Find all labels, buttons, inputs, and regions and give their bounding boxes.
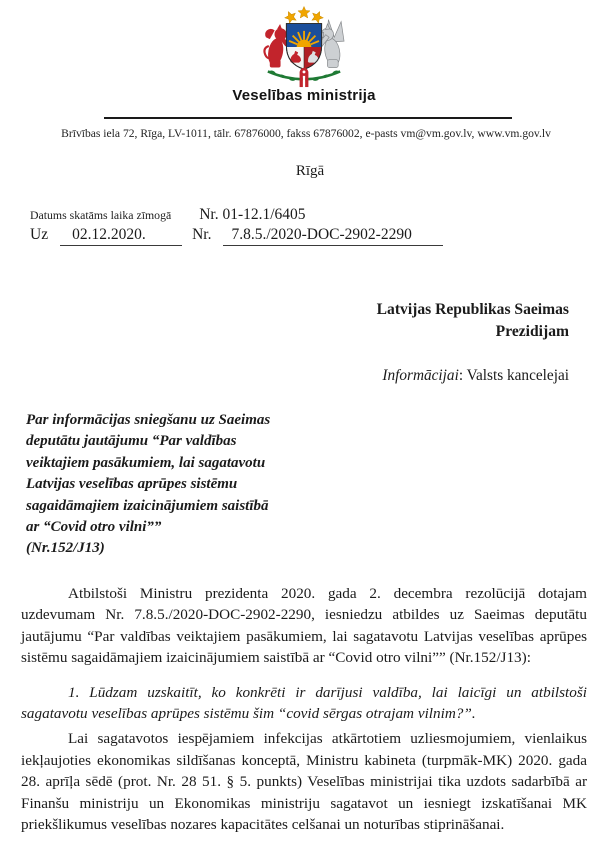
subject-block — [26, 410, 376, 560]
ribbon-icon — [300, 68, 309, 87]
letter-body — [21, 583, 587, 835]
ministry-name: Veselības ministrija — [232, 87, 376, 104]
shield-icon — [286, 24, 321, 70]
body-paragraph-3: Lai sagatavotos iespējamiem infekcijas atkārtotiem uzliesmojumiem, vienlaikus iekļaujoties ekonomikas sildīšanas konceptā, Ministru kabineta (turpmāk-MK) 2020. gada 28. aprīļa sēdē (prot. Nr. 28 51. § 5. punkts) Veselības ministrijai tika uzdots sadarbībā ar Finanšu ministriju un Ekonomikas ministriju sagatavot un iesniegt izskatīšanai MK priekšlikumus veselības nozares kapacitātes celšanai un noturības stiprināšanai. — [21, 730, 587, 834]
latvia-coat-of-arms-icon — [245, 5, 363, 89]
place-line: Rīgā — [295, 163, 325, 179]
latvia-coat-of-arms-svg — [245, 5, 363, 89]
info-value: : Valsts kancelejai — [458, 367, 569, 384]
addressee-line-2: Prezidijam — [495, 323, 569, 340]
subject-line: ar “Covid otro vilni”” — [26, 519, 162, 536]
subject-line: Par informācijas sniegšanu uz Saeimas — [26, 412, 271, 428]
info-label: Informācijai — [382, 367, 459, 384]
reply-to-number: 7.8.5./2020-DOC-2902-2290 — [223, 226, 443, 246]
body-paragraph-1: Atbilstoši Ministru prezidenta 2020. gada 2. decembra rezolūcijā dotajam uzdevumam Nr. 7.8.5./2020-DOC-2902-2290, iesniedzu atbildes uz Saeimas deputātu jautājumu “Par valdības veiktajiem pasākumiem, lai sagatavotu Latvijas veselības aprūpes sistēmu sagaidāmajiem izaicinājumiem saistībā ar “Covid otro vilni”” (Nr.152/J13): — [21, 585, 587, 667]
lion-supporter-icon — [264, 24, 288, 67]
subject-line: sagaidāmajiem izaicinājumiem saistībā — [26, 497, 269, 514]
reference-block — [30, 206, 460, 246]
subject-line: (Nr.152/J13) — [26, 540, 105, 557]
header-divider — [104, 117, 512, 119]
uz-label: Uz — [30, 226, 49, 243]
addressee-line-1: Latvijas Republikas Saeimas — [376, 301, 569, 318]
body-paragraph-2-question: 1. Lūdzam uzskaitīt, ko konkrēti ir darījusi valdība, lai laicīgi un atbilstoši sagatavotu veselības aprūpes sistēmu šim “covid sērgas otrajam vilnim?”. — [21, 683, 587, 723]
nr-label: Nr. — [192, 226, 212, 243]
reply-to-date: 02.12.2020. — [60, 226, 182, 246]
date-note: Datums skatāms laika zīmogā — [30, 208, 172, 222]
reference-row-1 — [30, 206, 460, 224]
addressee-block — [377, 299, 569, 343]
subject-line: deputātu jautājumu “Par valdības — [26, 433, 237, 450]
reference-row-2 — [30, 226, 460, 246]
document-number: Nr. 01-12.1/6405 — [199, 206, 306, 223]
ministry-address: Brīvības iela 72, Rīga, LV-1011, tālr. 67876000, fakss 67876002, e-pasts vm@vm.gov.lv, www.vm.gov.lv — [61, 127, 551, 140]
laurel-branches-icon — [268, 68, 340, 87]
subject-line: veiktajiem pasākumiem, lai sagatavotu — [26, 454, 266, 471]
info-copy-line — [382, 367, 569, 385]
subject-line: Latvijas veselības aprūpes sistēmu — [26, 476, 238, 493]
